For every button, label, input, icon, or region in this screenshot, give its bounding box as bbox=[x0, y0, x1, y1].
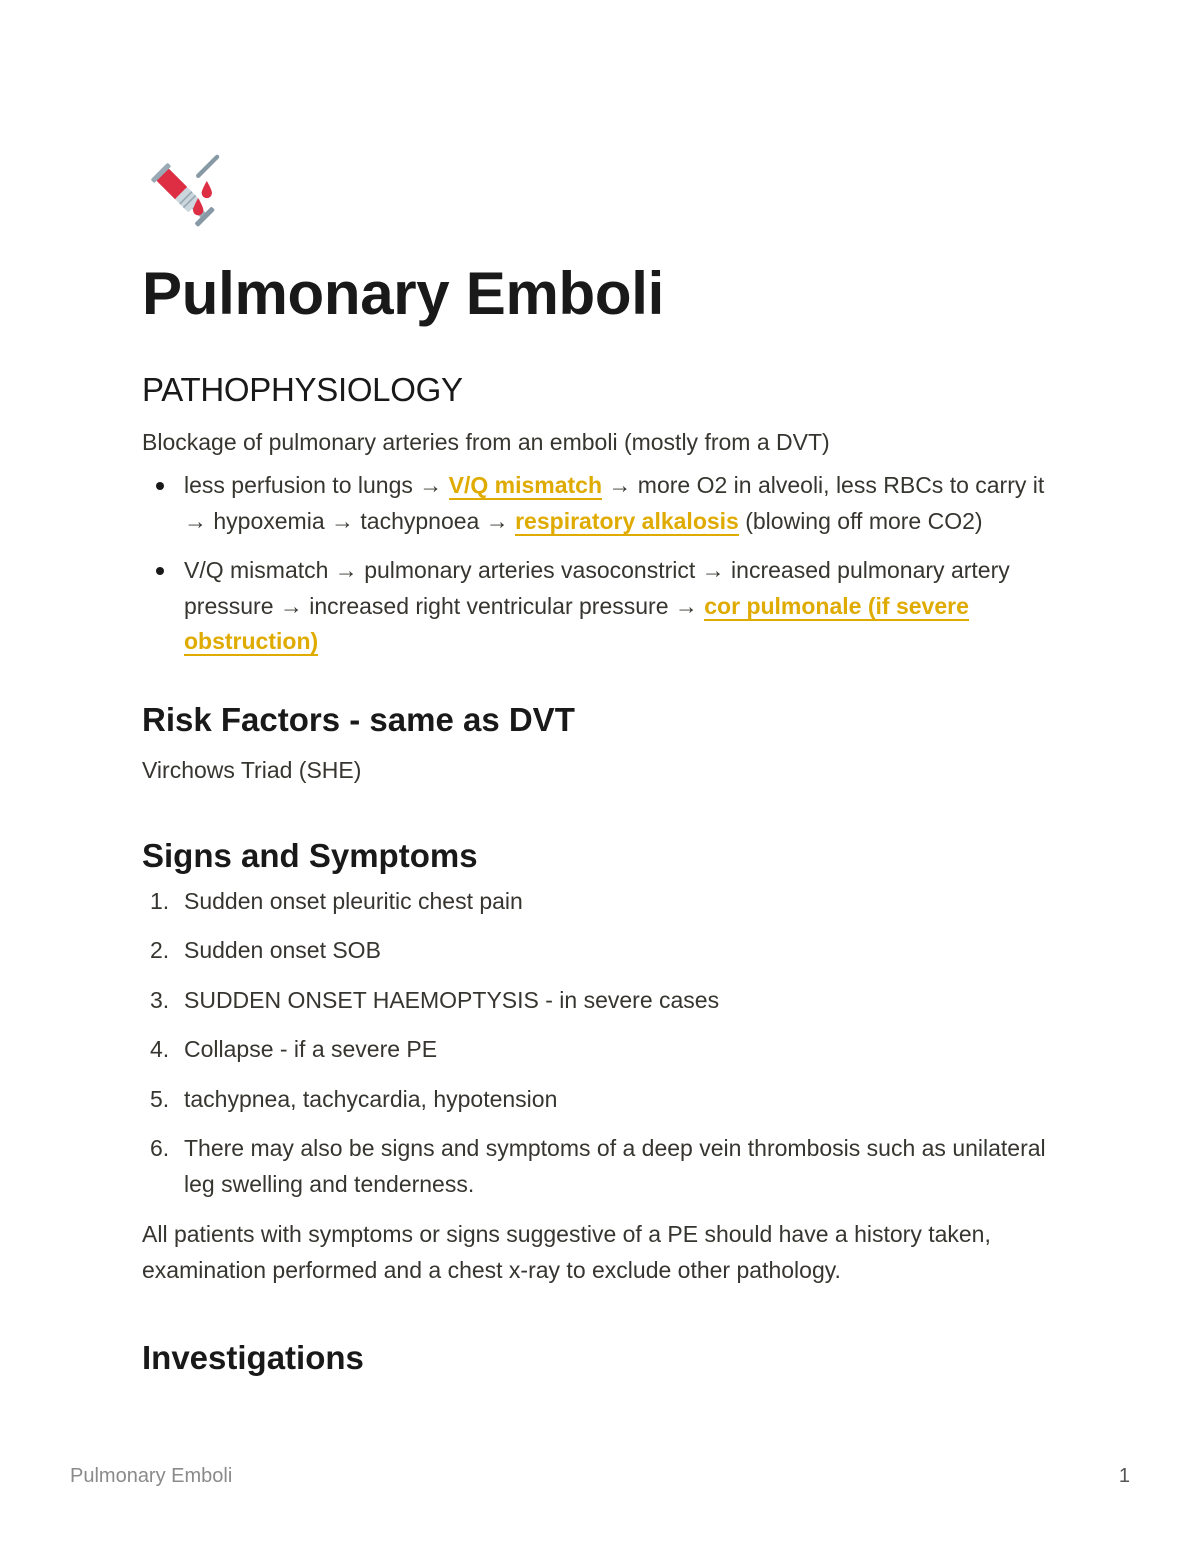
list-item: V/Q mismatch → pulmonary arteries vasoconstrict → increased pulmonary artery pressure → increased right ventricular pressure → cor pulmonale (if severe obstruction) bbox=[142, 553, 1062, 660]
pathophysiology-list bbox=[142, 468, 1062, 660]
syringe-icon bbox=[138, 150, 224, 236]
heading-investigations: Investigations bbox=[142, 1339, 364, 1376]
heading-pathophysiology: PATHOPHYSIOLOGY bbox=[142, 371, 463, 408]
heading-risk-factors: Risk Factors - same as DVT bbox=[142, 700, 575, 738]
risk-factors-text: Virchows Triad (SHE) bbox=[142, 756, 362, 783]
footer-title: Pulmonary Emboli bbox=[70, 1465, 233, 1487]
footer-page-number: 1 bbox=[1118, 1465, 1130, 1487]
signs-symptoms-list bbox=[142, 884, 1062, 1203]
list-item: 4. Collapse - if a severe PE bbox=[150, 1036, 438, 1062]
list-item: 1. Sudden onset pleuritic chest pain bbox=[150, 887, 523, 914]
heading-signs-symptoms: Signs and Symptoms bbox=[142, 836, 478, 874]
bullet-icon bbox=[156, 567, 164, 575]
list-item: less perfusion to lungs → V/Q mismatch → more O2 in alveoli, less RBCs to carry it → hypoxemia → tachypnoea → respiratory alkalosis (blowing off more CO2) bbox=[142, 468, 1062, 539]
list-item: 2. Sudden onset SOB bbox=[150, 937, 381, 963]
list-item: 6. There may also be signs and symptoms of a deep vein thrombosis such as unilateral leg swelling and tenderness. bbox=[150, 1135, 1046, 1197]
page-title: Pulmonary Emboli bbox=[142, 260, 664, 327]
highlight-cor-pulmonale: cor pulmonale (if severe obstruction) bbox=[184, 592, 969, 654]
highlight-vq-mismatch: V/Q mismatch bbox=[448, 472, 603, 498]
signs-symptoms-note: All patients with symptoms or signs suggestive of a PE should have a history taken, examination performed and a chest x-ray to exclude other pathology. bbox=[142, 1221, 991, 1283]
bullet-icon bbox=[156, 482, 164, 490]
document-page bbox=[142, 150, 1062, 1378]
list-item: 5. tachypnea, tachycardia, hypotension bbox=[150, 1085, 558, 1112]
list-item: 3. SUDDEN ONSET HAEMOPTYSIS - in severe cases bbox=[150, 986, 720, 1013]
pathophysiology-intro: Blockage of pulmonary arteries from an emboli (mostly from a DVT) bbox=[142, 429, 830, 455]
highlight-respiratory-alkalosis: respiratory alkalosis bbox=[515, 507, 739, 534]
